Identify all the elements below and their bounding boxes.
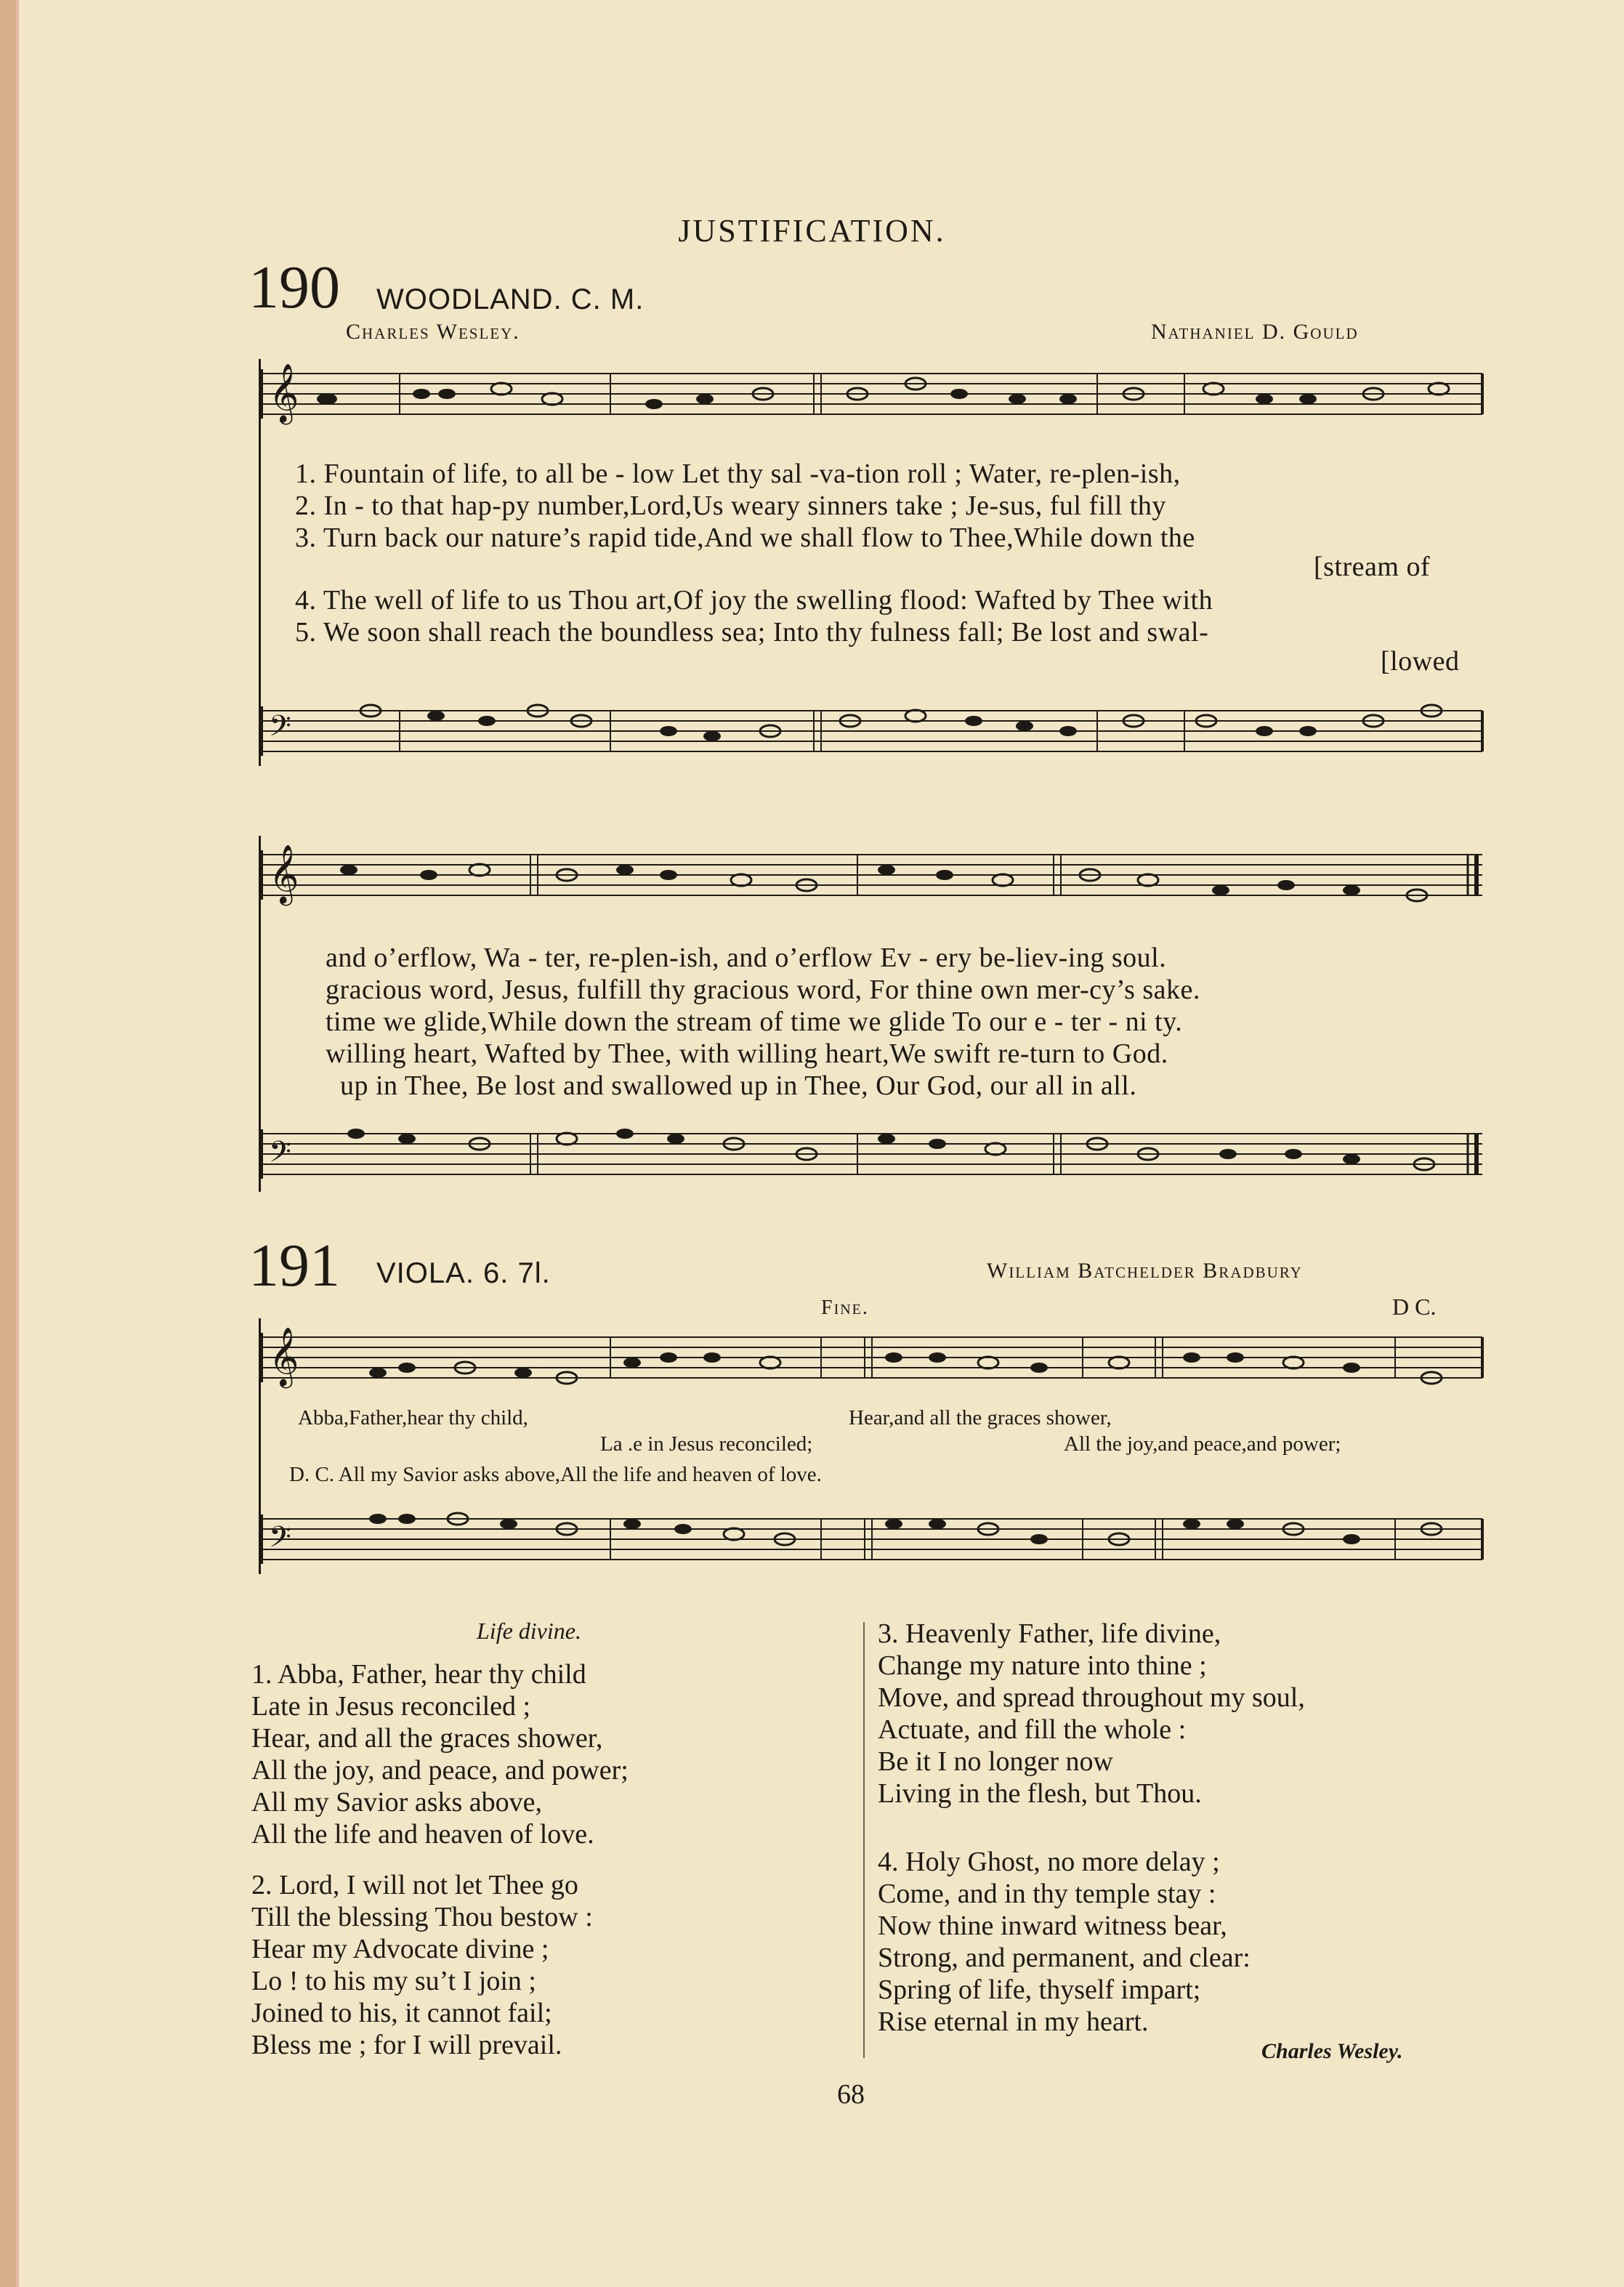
hymn-191-music-by: William Batchelder Bradbury: [987, 1259, 1303, 1283]
hymn-191-number: 191: [249, 1232, 340, 1299]
hymn-190-verse-3b: time we glide,While down the stream of time we glide To our e - ter - ni ty.: [326, 1007, 1183, 1037]
hymn-190-bass-staff-2: [262, 1112, 1482, 1192]
stanza-line: Bless me ; for I will prevail.: [251, 2030, 562, 2060]
hymn-190-treble-staff-2: [262, 836, 1482, 916]
hymn-190-tune: WOODLAND. C. M.: [376, 283, 645, 315]
stanza-line: Rise eternal in my heart.: [878, 2006, 1149, 2037]
page-number: 68: [837, 2079, 865, 2110]
hymn-190-bass-staff-1: [262, 689, 1482, 769]
stanza-line: Actuate, and fill the whole :: [878, 1714, 1187, 1745]
stanza-line: Lo ! to his my su’t I join ;: [251, 1966, 536, 1996]
hymn-190-number: 190: [249, 254, 340, 321]
hymn-191-underlay-3: La .e in Jesus reconciled;: [600, 1432, 813, 1456]
svg-text:𝄞: 𝄞: [269, 363, 299, 422]
hymn-191-fine-mark: Fine.: [821, 1296, 869, 1319]
hymn-191-underlay-dc: D. C. All my Savior asks above,All the life and heaven of love.: [289, 1463, 822, 1486]
stanza-line: Change my nature into thine ;: [878, 1650, 1207, 1681]
page-edge: [0, 0, 16, 2287]
hymn-191-bass-staff: [262, 1497, 1482, 1577]
stanza-line: 3. Heavenly Father, life divine,: [878, 1618, 1221, 1649]
hymn-190-system-bracket-1: [259, 359, 261, 766]
hymn-190-verse-4b: willing heart, Wafted by Thee, with willing heart,We swift re-turn to God.: [326, 1038, 1168, 1069]
svg-text:𝄢: 𝄢: [269, 1135, 291, 1176]
hymn-190-verse-5a-cont: [lowed: [1381, 646, 1460, 677]
hymn-191-underlay-1: Abba,Father,hear thy child,: [298, 1406, 528, 1429]
hymn-191-dc-mark: D C.: [1392, 1294, 1437, 1320]
svg-text:𝄞: 𝄞: [269, 1326, 299, 1386]
stanza-line: Strong, and permanent, and clear:: [878, 1943, 1251, 1973]
hymn-190-verse-1b: and o’erflow, Wa - ter, re-plen-ish, and o’erflow Ev - ery be-liev-ing soul.: [326, 943, 1167, 973]
hymn-190-music-by: Nathaniel D. Gould: [1151, 320, 1359, 344]
stanza-line: Late in Jesus reconciled ;: [251, 1691, 531, 1722]
stanza-line: All the joy, and peace, and power;: [251, 1755, 629, 1786]
hymn-191-underlay-2: Hear,and all the graces shower,: [849, 1406, 1112, 1429]
section-title: JUSTIFICATION.: [678, 213, 946, 249]
stanza-line: 2. Lord, I will not let Thee go: [251, 1870, 578, 1900]
hymn-191-tune: VIOLA. 6. 7l.: [376, 1257, 551, 1289]
hymn-190-words-by: Charles Wesley.: [346, 320, 520, 344]
svg-text:𝄢: 𝄢: [269, 709, 291, 750]
hymn-190-verse-1a: 1. Fountain of life, to all be - low Let thy sal -va-tion roll ; Water, re-plen-ish,: [295, 459, 1181, 489]
stanza-line: Spring of life, thyself impart;: [878, 1975, 1201, 2005]
hymn-190-verse-3a-cont: [stream of: [1314, 552, 1431, 582]
hymn-190-verse-5a: 5. We soon shall reach the boundless sea; Into thy fulness fall; Be lost and swal-: [295, 617, 1209, 648]
stanza-line: 4. Holy Ghost, no more delay ;: [878, 1847, 1220, 1877]
stanza-line: Now thine inward witness bear,: [878, 1911, 1227, 1941]
stanza-column-divider: [863, 1622, 865, 2058]
stanza-line: All my Savior asks above,: [251, 1787, 543, 1818]
svg-text:𝄢: 𝄢: [269, 1520, 291, 1561]
hymn-190-verse-5b: up in Thee, Be lost and swallowed up in Thee, Our God, our all in all.: [340, 1070, 1137, 1101]
hymn-190-verse-2a: 2. In - to that hap-py number,Lord,Us weary sinners take ; Je-sus, ful fill thy: [295, 491, 1166, 521]
hymn-190-verse-4a: 4. The well of life to us Thou art,Of joy the swelling flood: Wafted by Thee with: [295, 585, 1213, 616]
hymn-191-treble-staff: [262, 1318, 1482, 1398]
stanza-line: Till the blessing Thou bestow :: [251, 1902, 593, 1932]
hymn-191-author: Charles Wesley.: [1261, 2039, 1403, 2063]
stanza-line: Living in the flesh, but Thou.: [878, 1778, 1202, 1809]
hymn-190-verse-2b: gracious word, Jesus, fulfill thy gracious word, For thine own mer-cy’s sake.: [326, 975, 1200, 1005]
stanza-line: Move, and spread throughout my soul,: [878, 1682, 1305, 1713]
stanza-line: Hear my Advocate divine ;: [251, 1934, 549, 1964]
stanza-line: All the life and heaven of love.: [251, 1819, 594, 1850]
hymn-190-verse-3a: 3. Turn back our nature’s rapid tide,And we shall flow to Thee,While down the: [295, 523, 1195, 553]
hymn-190-treble-staff-1: [262, 359, 1482, 432]
hymn-191-underlay-4: All the joy,and peace,and power;: [1064, 1432, 1341, 1456]
margin-rule: [16, 0, 19, 2287]
svg-text:𝄞: 𝄞: [269, 844, 299, 903]
stanza-line: Be it I no longer now: [878, 1746, 1114, 1777]
stanza-line: Hear, and all the graces shower,: [251, 1723, 603, 1754]
stanza-line: 1. Abba, Father, hear thy child: [251, 1659, 586, 1690]
hymn-191-stanza-title: Life divine.: [477, 1618, 581, 1644]
stanza-line: Joined to his, it cannot fail;: [251, 1998, 552, 2028]
stanza-line: Come, and in thy temple stay :: [878, 1879, 1216, 1909]
